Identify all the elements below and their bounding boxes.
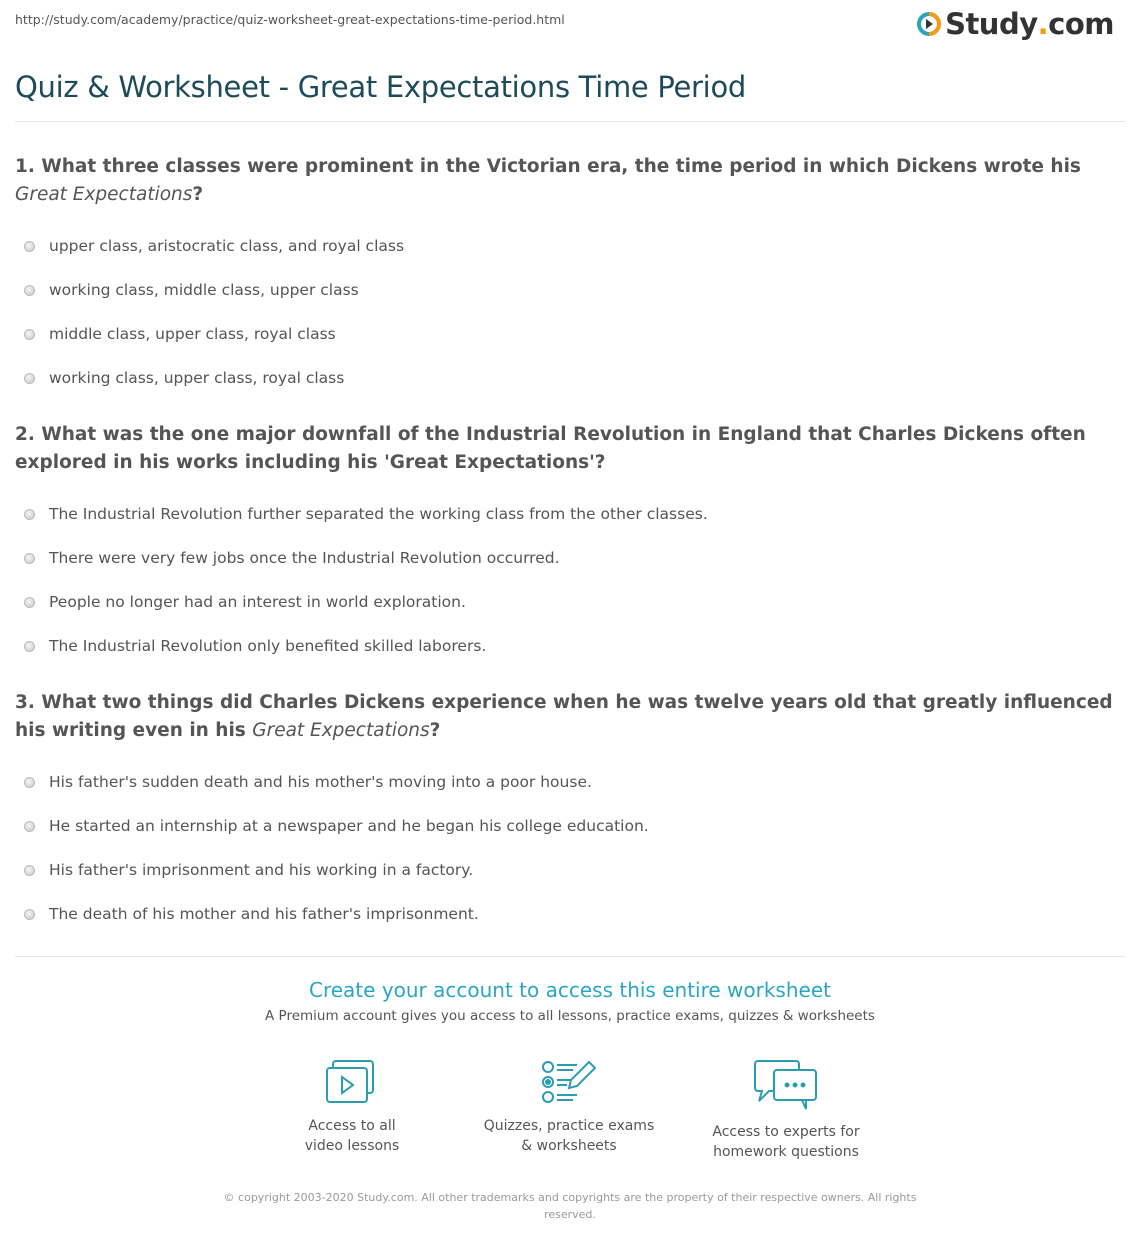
answer-option[interactable] [15,224,1120,268]
question-text-italic: Great Expectations [252,720,430,741]
page-title: Quiz & Worksheet - Great Expectations Time Period [15,70,746,104]
answer-option[interactable] [15,356,1120,400]
answer-label: middle class, upper class, royal class [49,325,336,343]
feature-label: Access to experts for [712,1124,860,1140]
question-text [15,153,1120,209]
answer-option[interactable] [15,760,1120,804]
play-logo-icon [916,11,942,37]
answer-option[interactable] [15,848,1120,892]
answer-label: There were very few jobs once the Industrial Revolution occurred. [49,549,560,567]
divider [15,121,1125,122]
answer-option[interactable] [15,492,1120,536]
quiz-icon [541,1060,597,1104]
radio-button[interactable] [24,597,35,608]
feature-experts [686,1060,886,1162]
radio-button[interactable] [24,777,35,788]
feature-label: homework questions [713,1144,859,1160]
logo-dot: . [1037,7,1049,41]
question-text-end: ? [192,184,204,205]
answer-label: He started an internship at a newspaper and he began his college education. [49,817,649,835]
answer-label: The death of his mother and his father's imprisonment. [49,905,479,923]
answer-option[interactable] [15,312,1120,356]
answer-label: working class, middle class, upper class [49,281,359,299]
question-2 [15,421,1120,668]
answer-label: upper class, aristocratic class, and royal class [49,237,405,255]
answer-option[interactable] [15,804,1120,848]
radio-button[interactable] [24,509,35,520]
answer-option[interactable] [15,268,1120,312]
question-text-italic: Great Expectations [15,184,193,205]
radio-button[interactable] [24,329,35,340]
answer-label: His father's imprisonment and his working in a factory. [49,861,474,879]
divider [15,956,1125,957]
answer-option[interactable] [15,892,1120,936]
chat-icon [754,1060,818,1110]
question-text-main: 1. What three classes were prominent in the Victorian era, the time period in which Dickens wrote his [15,156,1081,177]
question-text-main: 3. What two things did Charles Dickens experience when he was twelve years old that greatly influenced his writing even in his [15,692,1113,741]
copyright: © copyright 2003-2020 Study.com. All other trademarks and copyrights are the property of their respective owners. All rights reserved. [223,1191,917,1221]
radio-button[interactable] [24,909,35,920]
feature-label: Quizzes, practice exams [483,1118,655,1134]
question-1 [15,153,1120,400]
question-text-main: 2. What was the one major downfall of the Industrial Revolution in England that Charles Dickens often explored in his works including his 'Great Expectations'? [15,424,1086,473]
question-text [15,421,1120,477]
radio-button[interactable] [24,641,35,652]
cta-section [0,978,1140,1024]
study-logo[interactable] [916,7,1114,41]
radio-button[interactable] [24,285,35,296]
answer-label: The Industrial Revolution further separated the working class from the other classes. [49,505,708,523]
answer-label: The Industrial Revolution only benefited skilled laborers. [49,637,487,655]
create-account-link[interactable]: Create your account to access this entire worksheet [309,978,831,1002]
answer-option[interactable] [15,624,1120,668]
feature-label: video lessons [304,1138,400,1154]
question-text [15,689,1120,745]
logo-text: Study [945,7,1038,41]
answer-label: People no longer had an interest in world exploration. [49,593,466,611]
video-icon [326,1060,378,1104]
feature-label: & worksheets [521,1138,617,1154]
radio-button[interactable] [24,865,35,876]
radio-button[interactable] [24,553,35,564]
answer-label: His father's sudden death and his mother's moving into a poor house. [49,773,592,791]
answer-option[interactable] [15,536,1120,580]
radio-button[interactable] [24,373,35,384]
question-text-end: ? [429,720,441,741]
question-3 [15,689,1120,936]
answer-option[interactable] [15,580,1120,624]
feature-label: Access to all [308,1118,396,1134]
feature-quizzes [469,1060,669,1156]
answer-label: working class, upper class, royal class [49,369,345,387]
feature-video [252,1060,452,1156]
page-url: http://study.com/academy/practice/quiz-worksheet-great-expectations-time-period.html [15,12,565,27]
cta-subtitle: A Premium account gives you access to all lessons, practice exams, quizzes & worksheets [265,1008,875,1024]
radio-button[interactable] [24,821,35,832]
logo-suffix: com [1048,7,1114,41]
radio-button[interactable] [24,241,35,252]
